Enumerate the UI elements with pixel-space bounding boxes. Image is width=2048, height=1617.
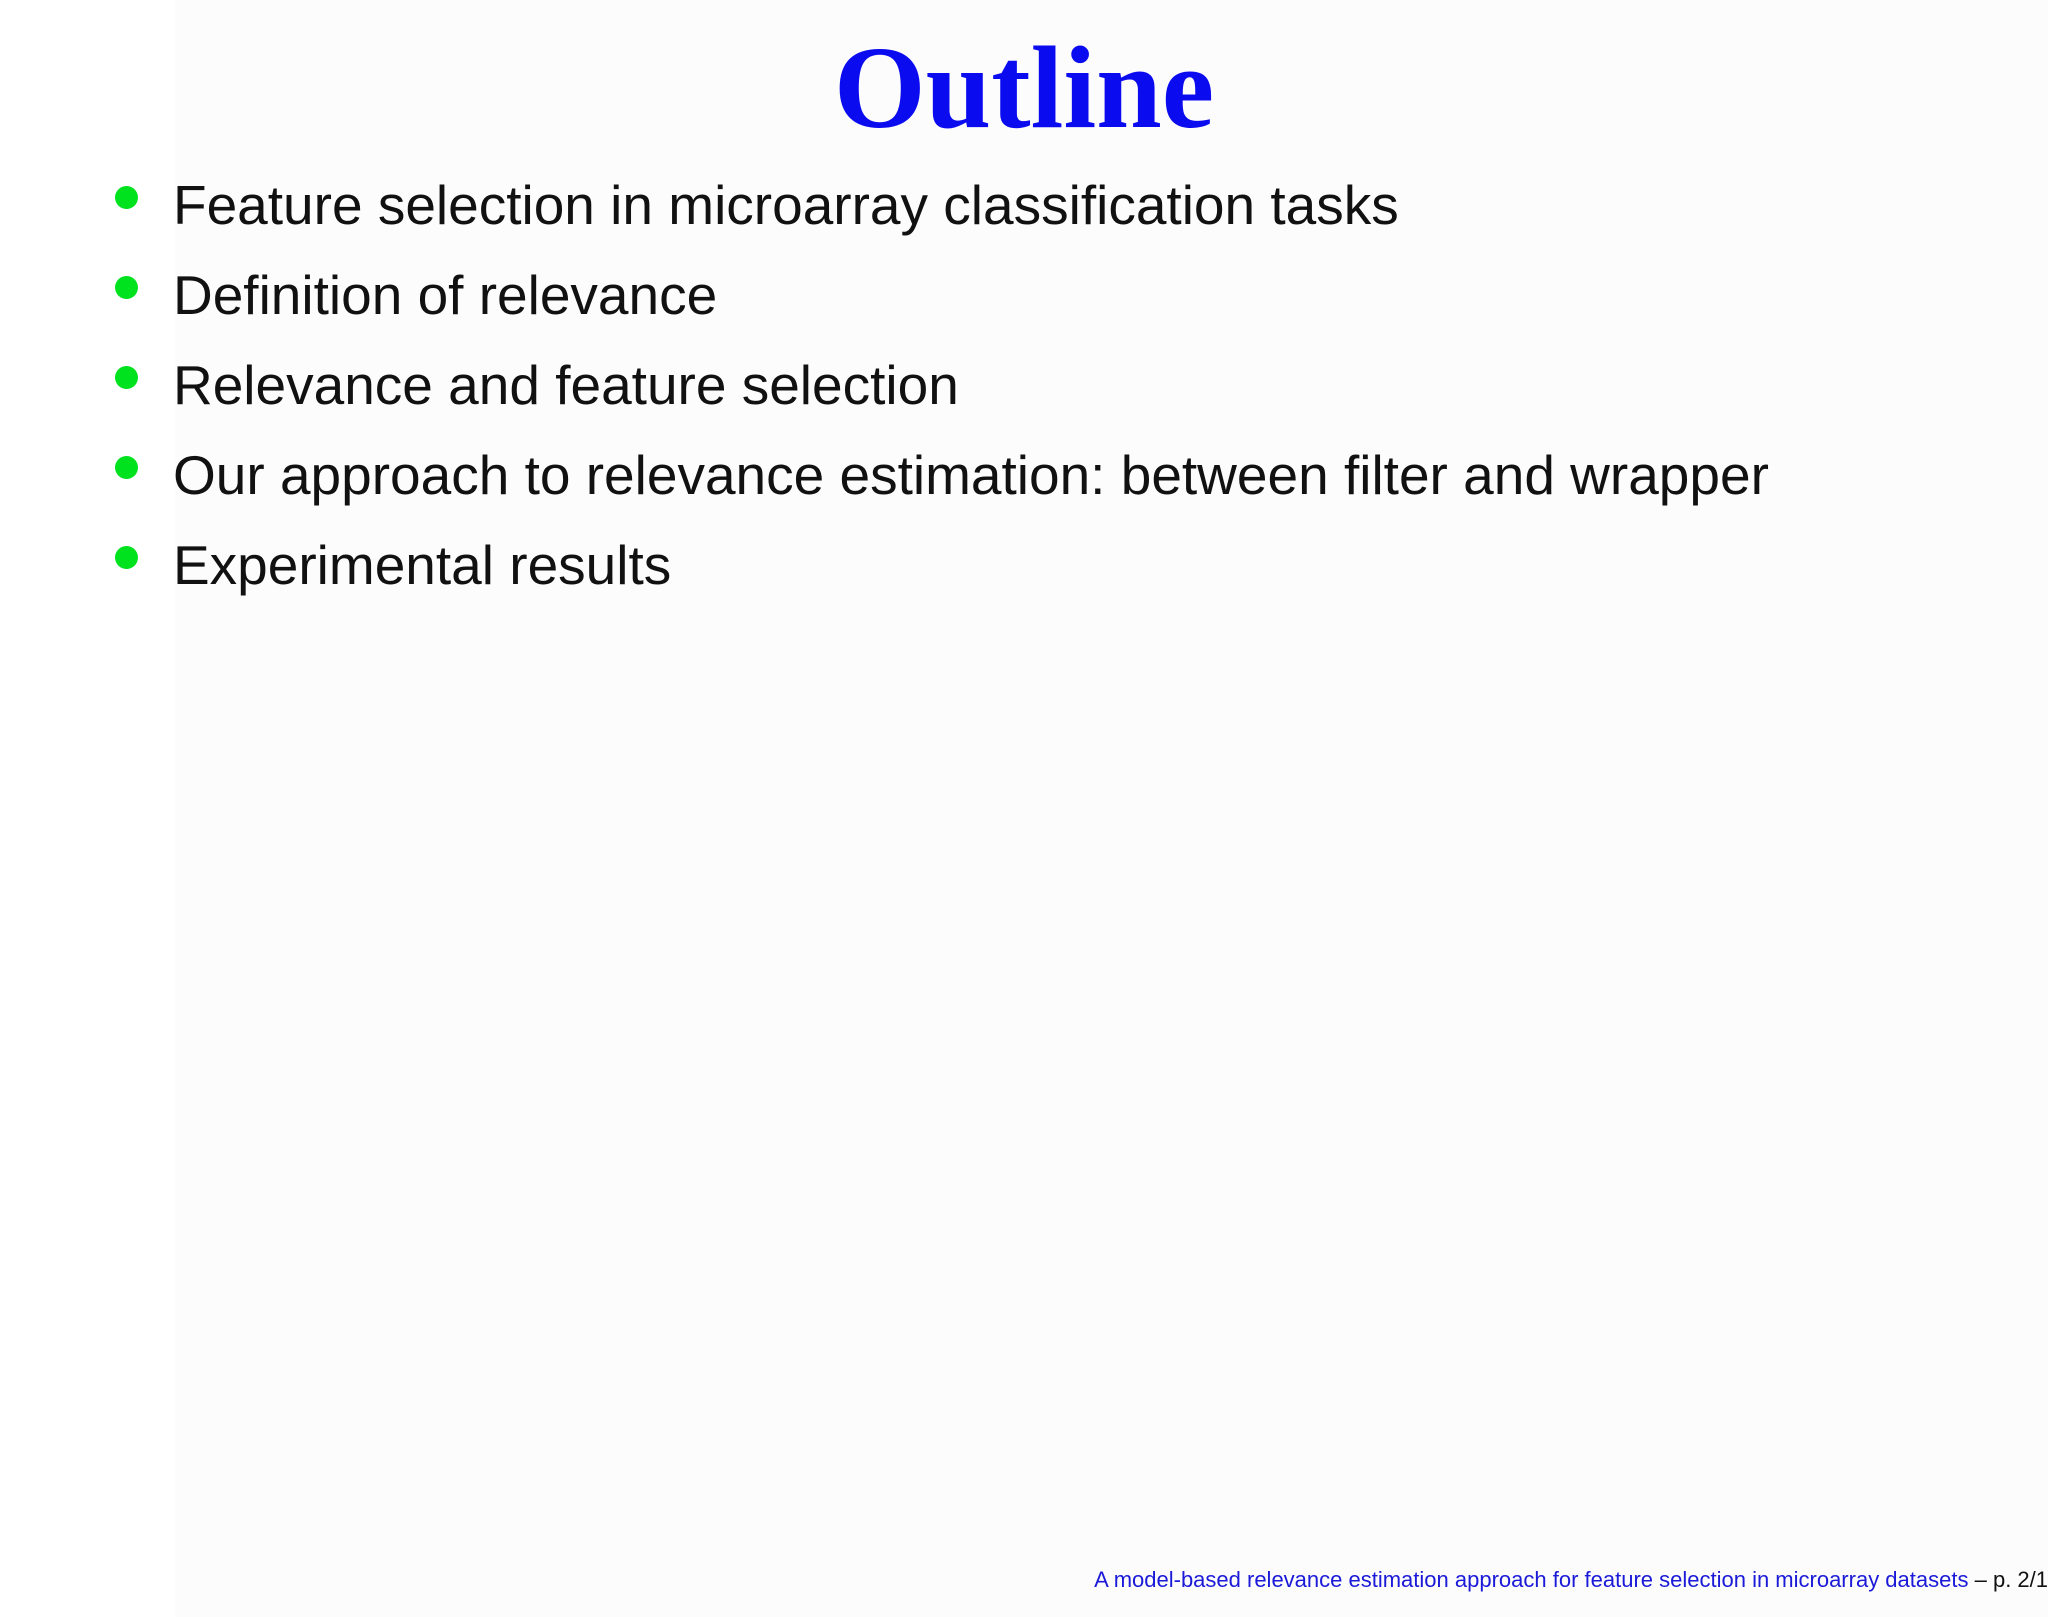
bullet-dot-icon: [115, 546, 138, 569]
slide-title: Outline: [833, 22, 1215, 153]
bullet-dot-icon: [115, 456, 138, 479]
bullet-text: Feature selection in microarray classification tasks: [173, 174, 1399, 236]
page-number: p. 2/1: [1992, 1567, 2048, 1592]
bullet-item: [0, 520, 2000, 610]
bullet-text: Definition of relevance: [173, 264, 718, 326]
footer-separator: –: [1968, 1567, 1993, 1592]
slide-footer: [1094, 1564, 2048, 1596]
bullet-item: [0, 340, 2000, 430]
footer-presentation-title[interactable]: A model-based relevance estimation approach for feature selection in microarray datasets: [1094, 1567, 1969, 1592]
bullet-text: Our approach to relevance estimation: between filter and wrapper: [173, 444, 1769, 506]
bullet-dot-icon: [115, 276, 138, 299]
bullet-item: [0, 160, 2000, 250]
bullet-item: [0, 250, 2000, 340]
bullet-dot-icon: [115, 366, 138, 389]
bullet-item: [0, 430, 2000, 520]
bullet-text: Experimental results: [173, 534, 672, 596]
bullet-text: Relevance and feature selection: [173, 354, 959, 416]
bullet-dot-icon: [115, 186, 138, 209]
